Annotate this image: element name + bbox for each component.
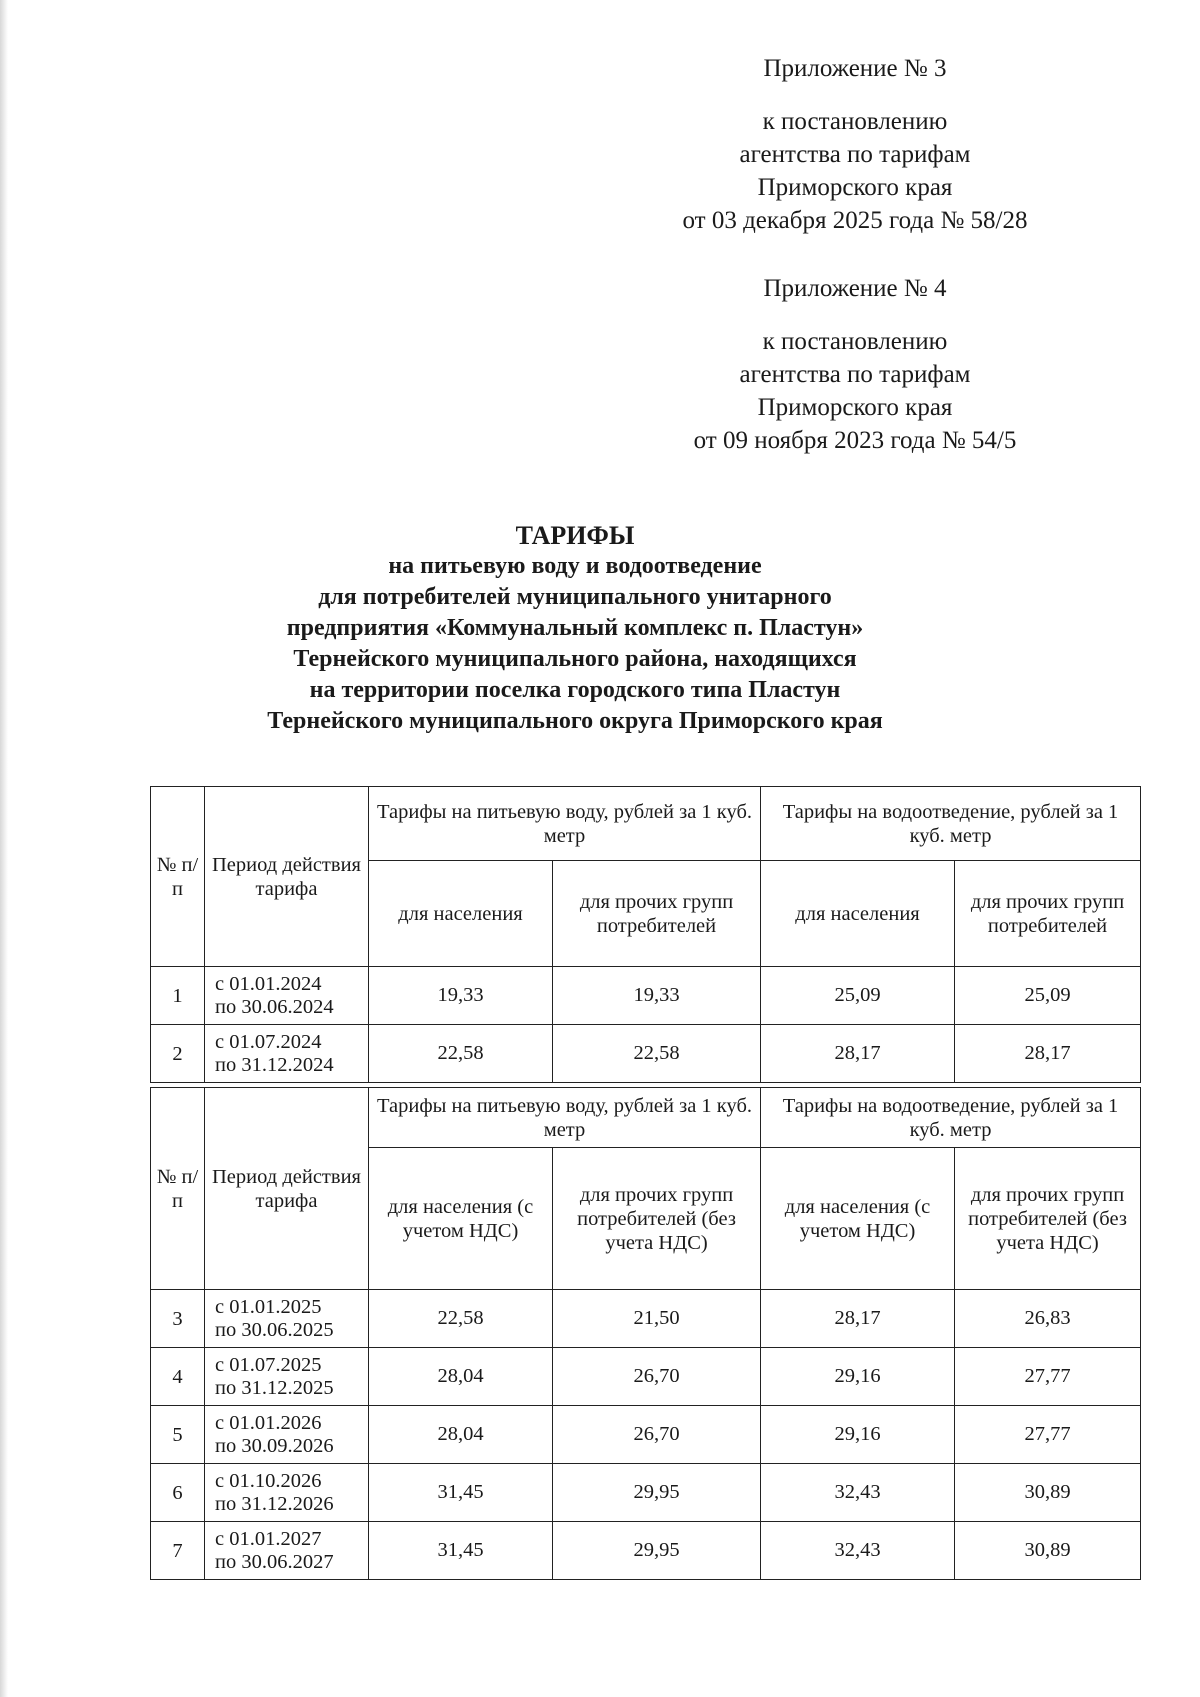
row-period <box>205 967 369 1025</box>
table-row <box>151 967 1141 1025</box>
header-sewer-population: для населения <box>761 861 955 967</box>
sewer-other-value: 27,77 <box>955 1406 1141 1464</box>
sewer-population-value: 29,16 <box>761 1406 955 1464</box>
tariff-table-2024 <box>150 786 1141 1083</box>
period-from: с 01.01.2025 <box>215 1295 322 1318</box>
period-to: по 31.12.2024 <box>215 1053 334 1076</box>
header-water-group: Тарифы на питьевую воду, рублей за 1 куб. метр <box>369 787 761 861</box>
title-line: на питьевую воду и водоотведение <box>388 553 762 579</box>
header-num: № п/п <box>151 1088 205 1290</box>
water-other-value: 29,95 <box>553 1464 761 1522</box>
annex-3-line: Приморского края <box>757 174 953 201</box>
row-period <box>205 1464 369 1522</box>
row-period <box>205 1406 369 1464</box>
header-sewer-other: для прочих групп потребителей (без учета НДС) <box>955 1148 1141 1290</box>
header-sewer-other: для прочих групп потребителей <box>955 861 1141 967</box>
water-other-value: 19,33 <box>553 967 761 1025</box>
table-row <box>151 1290 1141 1348</box>
water-population-value: 31,45 <box>369 1464 553 1522</box>
period-from: с 01.07.2024 <box>215 1030 322 1053</box>
table-row <box>151 1348 1141 1406</box>
sewer-other-value: 27,77 <box>955 1348 1141 1406</box>
row-period <box>205 1348 369 1406</box>
row-number: 7 <box>151 1522 205 1580</box>
document-title <box>150 520 1000 737</box>
header-sewer-group: Тарифы на водоотведение, рублей за 1 куб. метр <box>761 1088 1141 1148</box>
table-row <box>151 1406 1141 1464</box>
water-population-value: 28,04 <box>369 1348 553 1406</box>
sewer-population-value: 32,43 <box>761 1464 955 1522</box>
row-period <box>205 1025 369 1083</box>
period-to: по 30.06.2024 <box>215 995 334 1018</box>
water-other-value: 22,58 <box>553 1025 761 1083</box>
water-population-value: 19,33 <box>369 967 553 1025</box>
annex-3-line: к постановлению <box>762 108 948 135</box>
header-sewer-group: Тарифы на водоотведение, рублей за 1 куб. метр <box>761 787 1141 861</box>
annex-3-line: от 03 декабря 2025 года № 58/28 <box>682 207 1028 234</box>
header-water-group: Тарифы на питьевую воду, рублей за 1 куб. метр <box>369 1088 761 1148</box>
title-line: Тернейского муниципального района, находящихся <box>293 646 857 672</box>
water-population-value: 22,58 <box>369 1290 553 1348</box>
row-period <box>205 1290 369 1348</box>
water-other-value: 29,95 <box>553 1522 761 1580</box>
sewer-other-value: 30,89 <box>955 1522 1141 1580</box>
header-period: Период действия тарифа <box>205 1088 369 1290</box>
sewer-other-value: 30,89 <box>955 1464 1141 1522</box>
table-row <box>151 1464 1141 1522</box>
header-water-population: для населения <box>369 861 553 967</box>
title-heading: ТАРИФЫ <box>515 521 635 550</box>
period-to: по 31.12.2026 <box>215 1492 334 1515</box>
annex-4-line: Приморского края <box>757 394 953 421</box>
annex-3-header <box>600 52 1110 237</box>
title-line: Тернейского муниципального округа Приморского края <box>267 708 883 734</box>
header-water-other: для прочих групп потребителей (без учета НДС) <box>553 1148 761 1290</box>
annex-4-title: Приложение № 4 <box>763 275 947 302</box>
period-to: по 30.06.2025 <box>215 1318 334 1341</box>
tariff-table-2025-2027 <box>150 1087 1141 1580</box>
row-number: 6 <box>151 1464 205 1522</box>
row-number: 4 <box>151 1348 205 1406</box>
period-to: по 30.09.2026 <box>215 1434 334 1457</box>
water-other-value: 21,50 <box>553 1290 761 1348</box>
period-to: по 30.06.2027 <box>215 1550 334 1573</box>
title-line: на территории поселка городского типа Пластун <box>309 677 841 703</box>
header-water-population: для населения (с учетом НДС) <box>369 1148 553 1290</box>
period-from: с 01.01.2024 <box>215 972 322 995</box>
sewer-other-value: 28,17 <box>955 1025 1141 1083</box>
period-from: с 01.01.2026 <box>215 1411 322 1434</box>
sewer-population-value: 28,17 <box>761 1290 955 1348</box>
annex-4-header <box>600 272 1110 457</box>
annex-3-line: агентства по тарифам <box>739 141 971 168</box>
row-number: 3 <box>151 1290 205 1348</box>
title-line: для потребителей муниципального унитарного <box>318 584 832 610</box>
title-line: предприятия «Коммунальный комплекс п. Пластун» <box>286 615 864 641</box>
row-period <box>205 1522 369 1580</box>
header-sewer-population: для населения (с учетом НДС) <box>761 1148 955 1290</box>
annex-3-title: Приложение № 3 <box>763 55 947 82</box>
header-period: Период действия тарифа <box>205 787 369 967</box>
scan-edge-shadow <box>0 0 8 1697</box>
water-population-value: 31,45 <box>369 1522 553 1580</box>
header-water-other: для прочих групп потребителей <box>553 861 761 967</box>
row-number: 1 <box>151 967 205 1025</box>
water-other-value: 26,70 <box>553 1348 761 1406</box>
period-from: с 01.07.2025 <box>215 1353 322 1376</box>
period-from: с 01.10.2026 <box>215 1469 322 1492</box>
period-to: по 31.12.2025 <box>215 1376 334 1399</box>
annex-4-line: к постановлению <box>762 328 948 355</box>
water-population-value: 22,58 <box>369 1025 553 1083</box>
sewer-other-value: 26,83 <box>955 1290 1141 1348</box>
sewer-other-value: 25,09 <box>955 967 1141 1025</box>
sewer-population-value: 25,09 <box>761 967 955 1025</box>
annex-4-line: от 09 ноября 2023 года № 54/5 <box>693 427 1017 454</box>
water-population-value: 28,04 <box>369 1406 553 1464</box>
header-num: № п/п <box>151 787 205 967</box>
sewer-population-value: 28,17 <box>761 1025 955 1083</box>
sewer-population-value: 29,16 <box>761 1348 955 1406</box>
row-number: 5 <box>151 1406 205 1464</box>
water-other-value: 26,70 <box>553 1406 761 1464</box>
sewer-population-value: 32,43 <box>761 1522 955 1580</box>
table-row <box>151 1522 1141 1580</box>
table-row <box>151 1025 1141 1083</box>
annex-4-line: агентства по тарифам <box>739 361 971 388</box>
period-from: с 01.01.2027 <box>215 1527 322 1550</box>
row-number: 2 <box>151 1025 205 1083</box>
